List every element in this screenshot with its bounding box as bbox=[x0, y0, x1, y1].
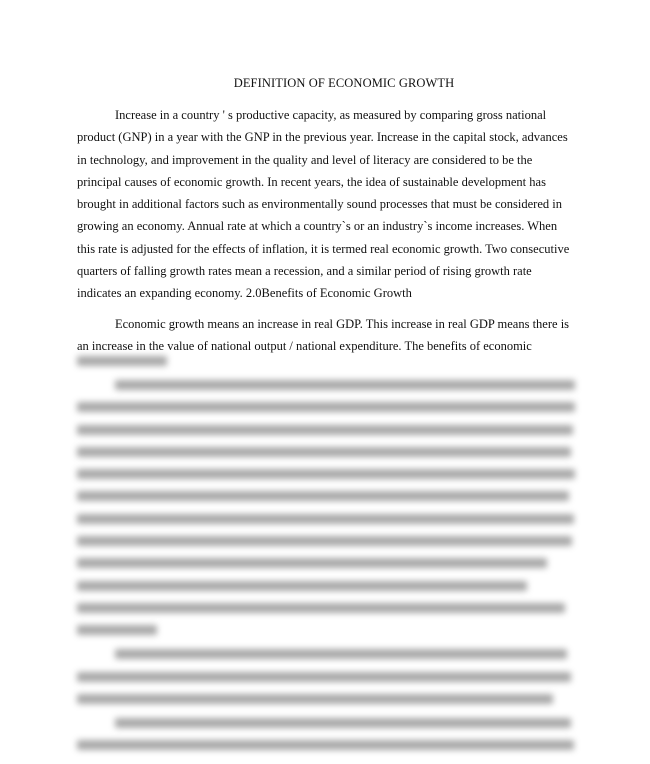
blurred-paragraph bbox=[77, 356, 577, 366]
blurred-paragraph bbox=[77, 380, 577, 635]
document-title: DEFINITION OF ECONOMIC GROWTH bbox=[233, 76, 455, 90]
blurred-paragraph bbox=[77, 718, 577, 750]
blurred-paragraph bbox=[77, 649, 577, 704]
paragraph-benefits-intro: Economic growth means an increase in real GDP. This increase in real GDP means there is an increase in the value of national output / national expenditure. The benefits of economic bbox=[77, 317, 570, 354]
blurred-content bbox=[77, 356, 577, 764]
paragraph-definition: Increase in a country ' s productive capacity, as measured by comparing gross national product (GNP) in a year with the GNP in the previous year. Increase in the capital stock, advances in technology, and improvement in the quality and level of literacy are considered to be the principal causes of economic growth. In recent years, the idea of sustainable development has brought in additional factors such as environmentally sound processes that must be considered in growing an economy. Annual rate at which a country`s or an industry`s income increases. When this rate is adjusted for the effects of inflation, it is termed real economic growth. Two consecutive quarters of falling growth rates mean a recession, and a similar period of rising growth rate indicates an expanding economy. 2.0Benefits of Economic Growth bbox=[77, 108, 570, 301]
